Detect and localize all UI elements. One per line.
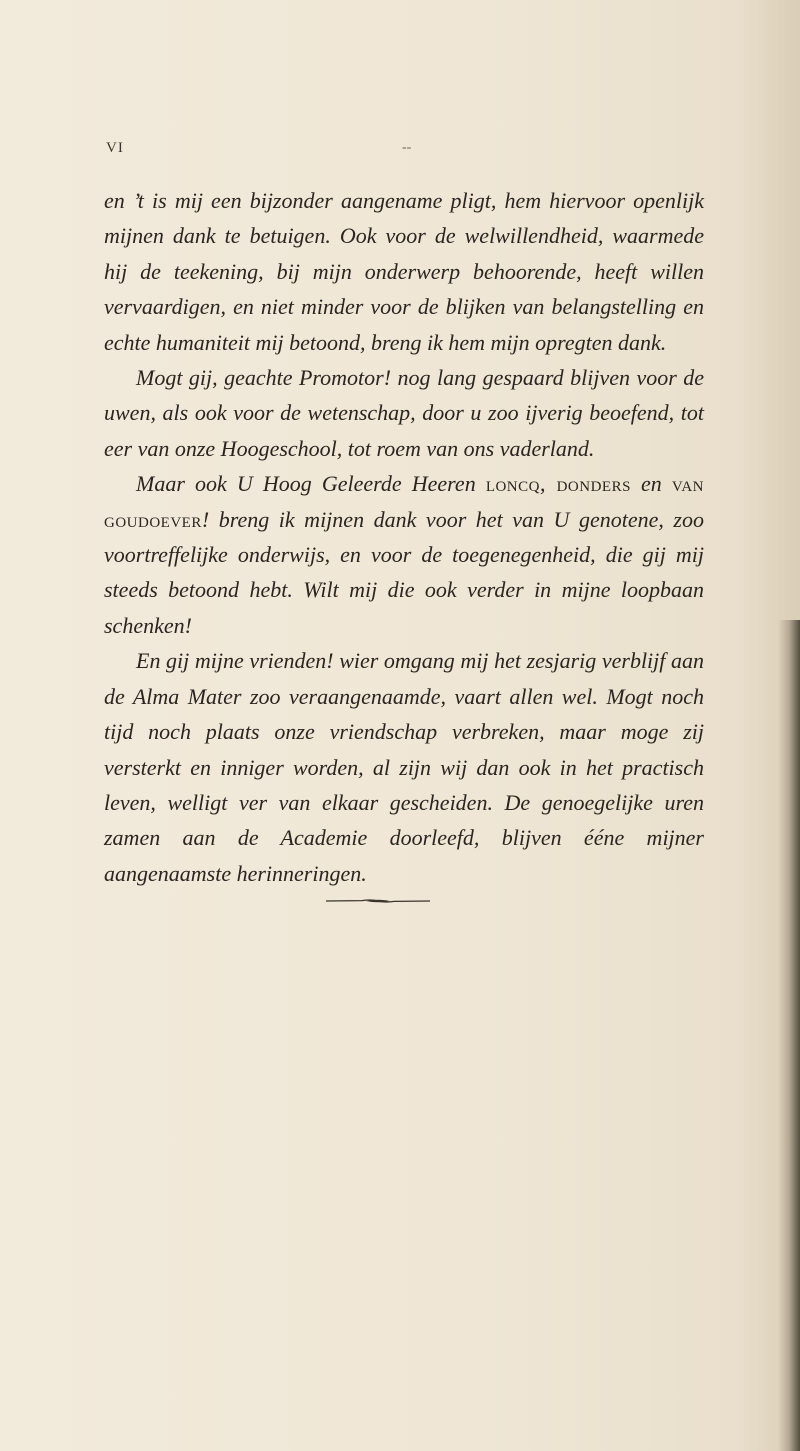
- paragraph-3-part-c: ! breng ik mijnen dank voor het van U genotene, zoo voortreffelijke onderwijs, en voor de toegenegenheid, die gij mij steeds betoond hebt. Wilt mij die ook verder in mijne loopbaan schenken!: [104, 506, 704, 638]
- professor-names-1: loncq, donders: [485, 471, 631, 497]
- body-text: [104, 183, 704, 891]
- page-number: VI: [106, 140, 124, 156]
- page-edge-shadow: [778, 620, 800, 1451]
- paragraph-3-part-a: Maar ook U Hoog Geleerde Heeren: [136, 471, 476, 497]
- professor-names-2: van goudoever: [104, 471, 704, 532]
- paragraph-3: [104, 466, 704, 643]
- header-dash: --: [402, 140, 412, 155]
- paragraph-3-part-b: en: [641, 471, 662, 497]
- paragraph-4: En gij mijne vrienden! wier omgang mij het zesjarig verblijf aan de Alma Mater zoo veraangenaamde, vaart allen wel. Mogt noch tijd noch plaats onze vriendschap verbreken, maar moge zij versterkt en inniger worden, al zijn wij dan ook in het practisch leven, welligt ver van elkaar gescheiden. De genoegelijke uren zamen aan de Academie doorleefd, blijven ééne mijner aangenaamste herinneringen.: [104, 648, 704, 886]
- closing-ornament-icon: [326, 898, 430, 904]
- paragraph-2: Mogt gij, geachte Promotor! nog lang gespaard blijven voor de uwen, als ook voor de wetenschap, door u zoo ijverig beoefend, tot eer van onze Hoogeschool, tot roem van ons vaderland.: [104, 365, 704, 461]
- paragraph-1: en ’t is mij een bijzonder aangename pligt, hem hiervoor openlijk mijnen dank te betuigen. Ook voor de welwillendheid, waarmede hij de teekening, bij mijn onderwerp behoorende, heeft willen vervaardigen, en niet minder voor de blijken van belangstelling en echte humaniteit mij betoond, breng ik hem mijn opregten dank.: [104, 188, 704, 355]
